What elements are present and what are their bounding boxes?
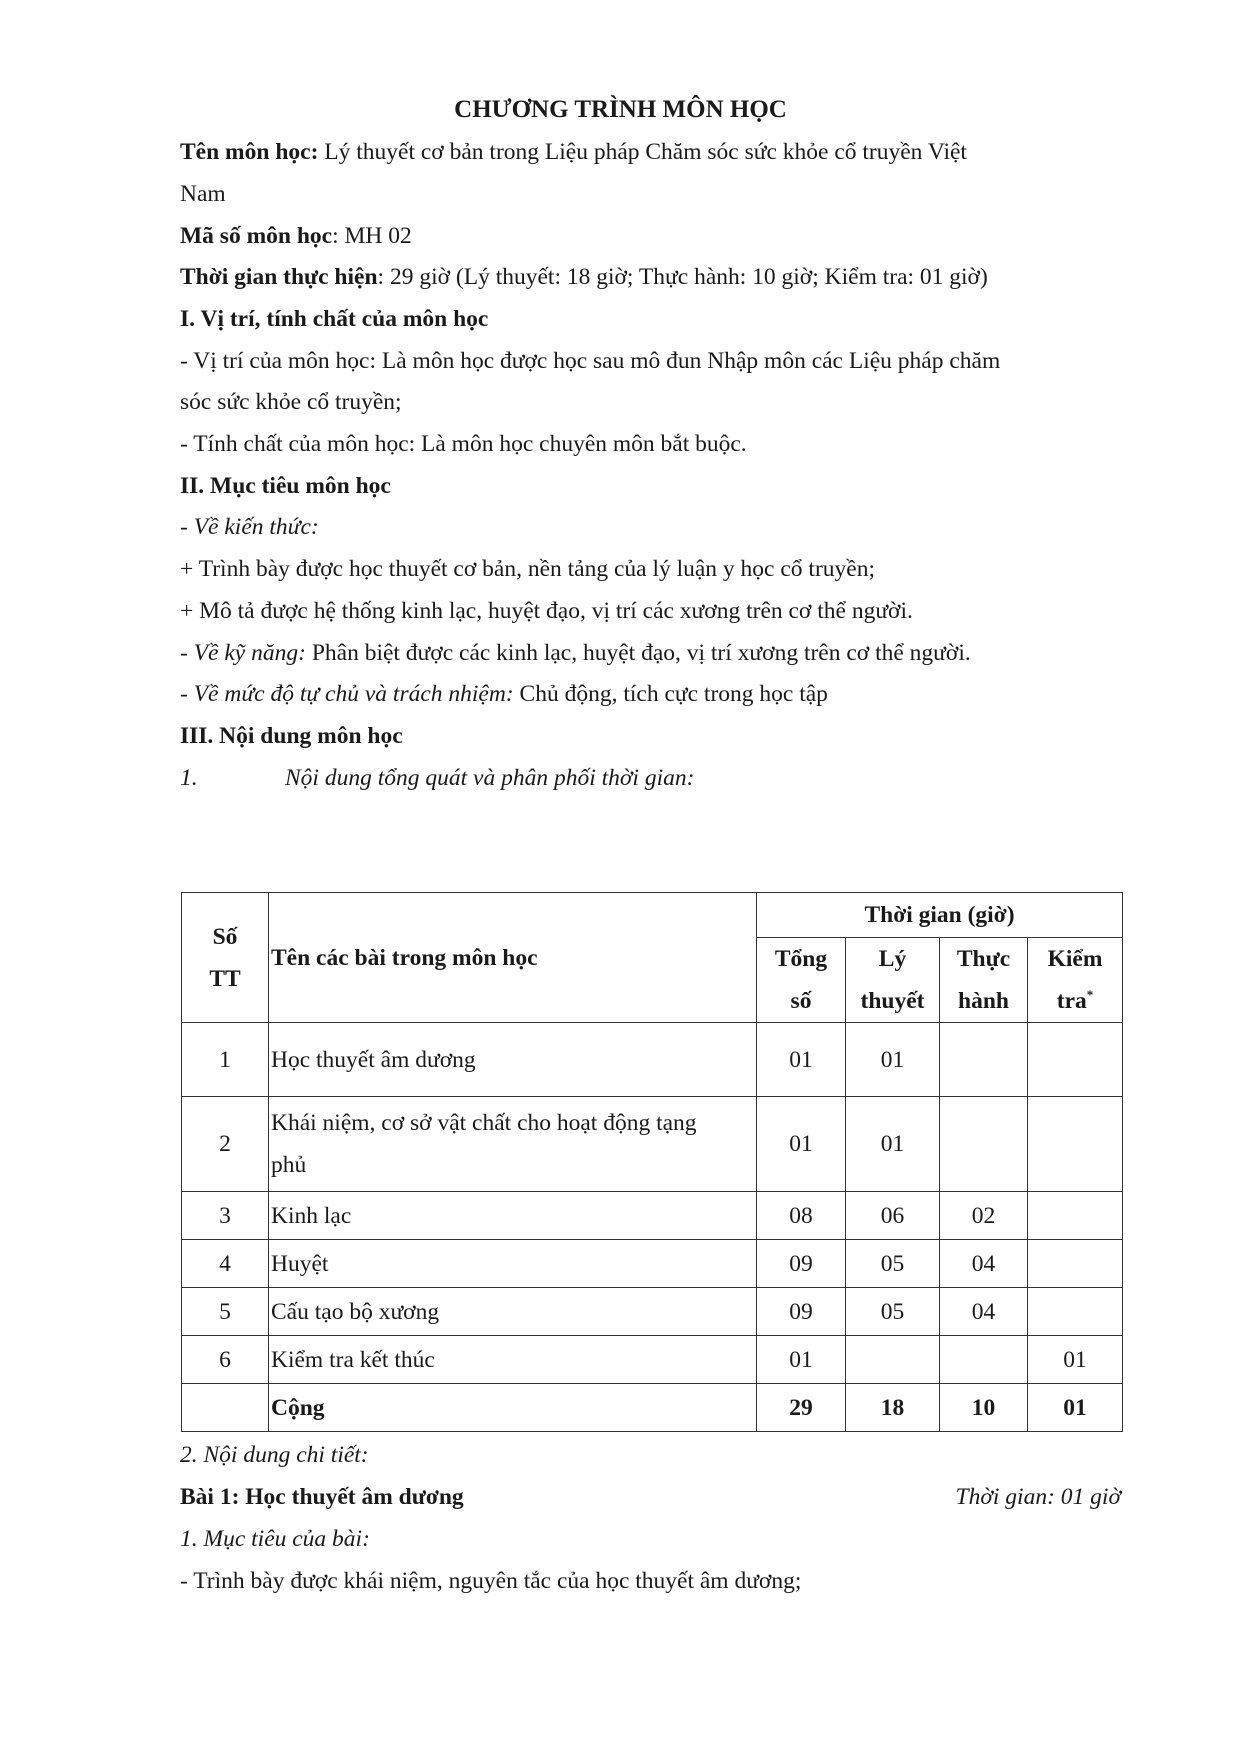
row-total: 01 [757, 1336, 846, 1384]
header-test [1028, 938, 1123, 1023]
header-practice-line2: hành [958, 988, 1009, 1014]
row-lesson-name: Kinh lạc [269, 1192, 757, 1240]
row-stt: 4 [182, 1240, 269, 1288]
autonomy-label: - Về mức độ tự chủ và trách nhiệm: [180, 681, 514, 707]
table-row [182, 1240, 1123, 1288]
row-practice: 04 [940, 1240, 1028, 1288]
row-theory: 01 [846, 1023, 940, 1097]
row-stt: 6 [182, 1336, 269, 1384]
row-theory [846, 1336, 940, 1384]
subject-code-line [180, 221, 412, 251]
row-test: 01 [1028, 1336, 1123, 1384]
nature-line: - Tính chất của môn học: Là môn học chuyên môn bắt buộc. [180, 431, 747, 457]
row-practice [940, 1023, 1028, 1097]
subject-time-line [180, 262, 988, 292]
row-lesson-name-line1: Khái niệm, cơ sở vật chất cho hoạt động tạng [271, 1110, 697, 1136]
header-theory [846, 938, 940, 1023]
table-row [182, 1192, 1123, 1240]
objective-item-1: - Trình bày được khái niệm, nguyên tắc của học thuyết âm dương; [180, 1568, 802, 1594]
header-practice-line1: Thực [956, 946, 1011, 972]
header-practice [940, 938, 1028, 1023]
subject-time-label: Thời gian thực hiện [180, 264, 378, 290]
header-total-line1: Tổng [774, 946, 828, 972]
header-total [757, 938, 846, 1023]
table-total-row [182, 1384, 1123, 1432]
header-time: Thời gian (giờ) [757, 893, 1123, 938]
subject-name-value: Lý thuyết cơ bản trong Liệu pháp Chăm sóc sức khỏe cổ truyền Việt [324, 139, 967, 165]
row-theory: 05 [846, 1240, 940, 1288]
header-test-line1: Kiểm [1047, 946, 1103, 972]
autonomy-line [180, 679, 828, 709]
table-row [182, 1336, 1123, 1384]
row-stt: 1 [182, 1023, 269, 1097]
row-lesson-name: Kiểm tra kết thúc [269, 1336, 757, 1384]
knowledge-item-2: + Mô tả được hệ thống kinh lạc, huyệt đạo, vị trí các xương trên cơ thể người. [180, 598, 913, 624]
header-test-text: tra [1056, 988, 1087, 1014]
objectives-heading: 1. Mục tiêu của bài: [180, 1526, 370, 1552]
row-total: 09 [757, 1288, 846, 1336]
row-test [1028, 1097, 1123, 1192]
header-stt-line1: Số [212, 923, 238, 950]
row-test [1028, 1192, 1123, 1240]
total-label: Cộng [269, 1384, 757, 1432]
row-total: 01 [757, 1023, 846, 1097]
row-theory: 06 [846, 1192, 940, 1240]
row-total: 08 [757, 1192, 846, 1240]
lesson1-time: Thời gian: 01 giờ [955, 1484, 1121, 1510]
header-total-line2: số [790, 988, 812, 1014]
row-test [1028, 1023, 1123, 1097]
row-test [1028, 1288, 1123, 1336]
skills-line [180, 638, 971, 668]
subject-name-label: Tên môn học: [180, 139, 319, 165]
knowledge-item-1: + Trình bày được học thuyết cơ bản, nền tảng của lý luận y học cổ truyền; [180, 556, 875, 582]
position-line-2: sóc sức khỏe cổ truyền; [180, 389, 402, 415]
subsection2-title: 2. Nội dung chi tiết: [180, 1442, 369, 1468]
subject-code-value: : MH 02 [332, 223, 412, 249]
subject-name-line [180, 137, 967, 167]
page-title: CHƯƠNG TRÌNH MÔN HỌC [454, 96, 787, 123]
table-row [182, 1288, 1123, 1336]
time-allocation-table [181, 892, 1123, 1432]
header-theory-line2: thuyết [860, 988, 925, 1014]
header-lesson-name: Tên các bài trong môn học [269, 893, 757, 1023]
row-total: 01 [757, 1097, 846, 1192]
header-test-asterisk: * [1086, 987, 1094, 1003]
total-test: 01 [1028, 1384, 1123, 1432]
header-stt-line2: TT [209, 965, 241, 992]
subject-time-value: : 29 giờ (Lý thuyết: 18 giờ; Thực hành: 10 giờ; Kiểm tra: 01 giờ) [377, 264, 988, 290]
row-lesson-name-line2: phủ [271, 1152, 307, 1178]
row-total: 09 [757, 1240, 846, 1288]
subsection1-number: 1. [180, 765, 198, 791]
section2-heading: II. Mục tiêu môn học [180, 473, 391, 499]
skills-value: Phân biệt được các kinh lạc, huyệt đạo, vị trí xương trên cơ thể người. [305, 640, 971, 666]
section1-heading: I. Vị trí, tính chất của môn học [180, 306, 489, 332]
row-lesson-name: Cấu tạo bộ xương [269, 1288, 757, 1336]
row-practice: 02 [940, 1192, 1028, 1240]
knowledge-label: - Về kiến thức: [180, 514, 319, 540]
row-lesson-name [269, 1097, 757, 1192]
row-lesson-name: Huyệt [269, 1240, 757, 1288]
header-theory-line1: Lý [878, 946, 907, 972]
table-row [182, 1097, 1123, 1192]
row-stt: 5 [182, 1288, 269, 1336]
position-line-1: - Vị trí của môn học: Là môn học được học sau mô đun Nhập môn các Liệu pháp chăm [180, 348, 1001, 374]
lesson1-title: Bài 1: Học thuyết âm dương [180, 1484, 464, 1510]
row-practice [940, 1336, 1028, 1384]
row-theory: 05 [846, 1288, 940, 1336]
total-practice: 10 [940, 1384, 1028, 1432]
total-stt-empty [182, 1384, 269, 1432]
row-theory: 01 [846, 1097, 940, 1192]
subsection1-title: Nội dung tổng quát và phân phối thời gian: [285, 765, 695, 791]
header-test-line2 [1028, 980, 1122, 1022]
autonomy-value: Chủ động, tích cực trong học tập [513, 681, 828, 707]
subject-name-continued: Nam [180, 181, 226, 207]
row-practice [940, 1097, 1028, 1192]
row-lesson-name: Học thuyết âm dương [269, 1023, 757, 1097]
row-test [1028, 1240, 1123, 1288]
row-practice: 04 [940, 1288, 1028, 1336]
total-total: 29 [757, 1384, 846, 1432]
row-stt: 2 [182, 1097, 269, 1192]
total-theory: 18 [846, 1384, 940, 1432]
skills-label: - Về kỹ năng: [180, 640, 306, 666]
header-stt [182, 893, 269, 1023]
subject-code-label: Mã số môn học [180, 223, 333, 249]
row-stt: 3 [182, 1192, 269, 1240]
table-row [182, 1023, 1123, 1097]
section3-heading: III. Nội dung môn học [180, 723, 403, 749]
